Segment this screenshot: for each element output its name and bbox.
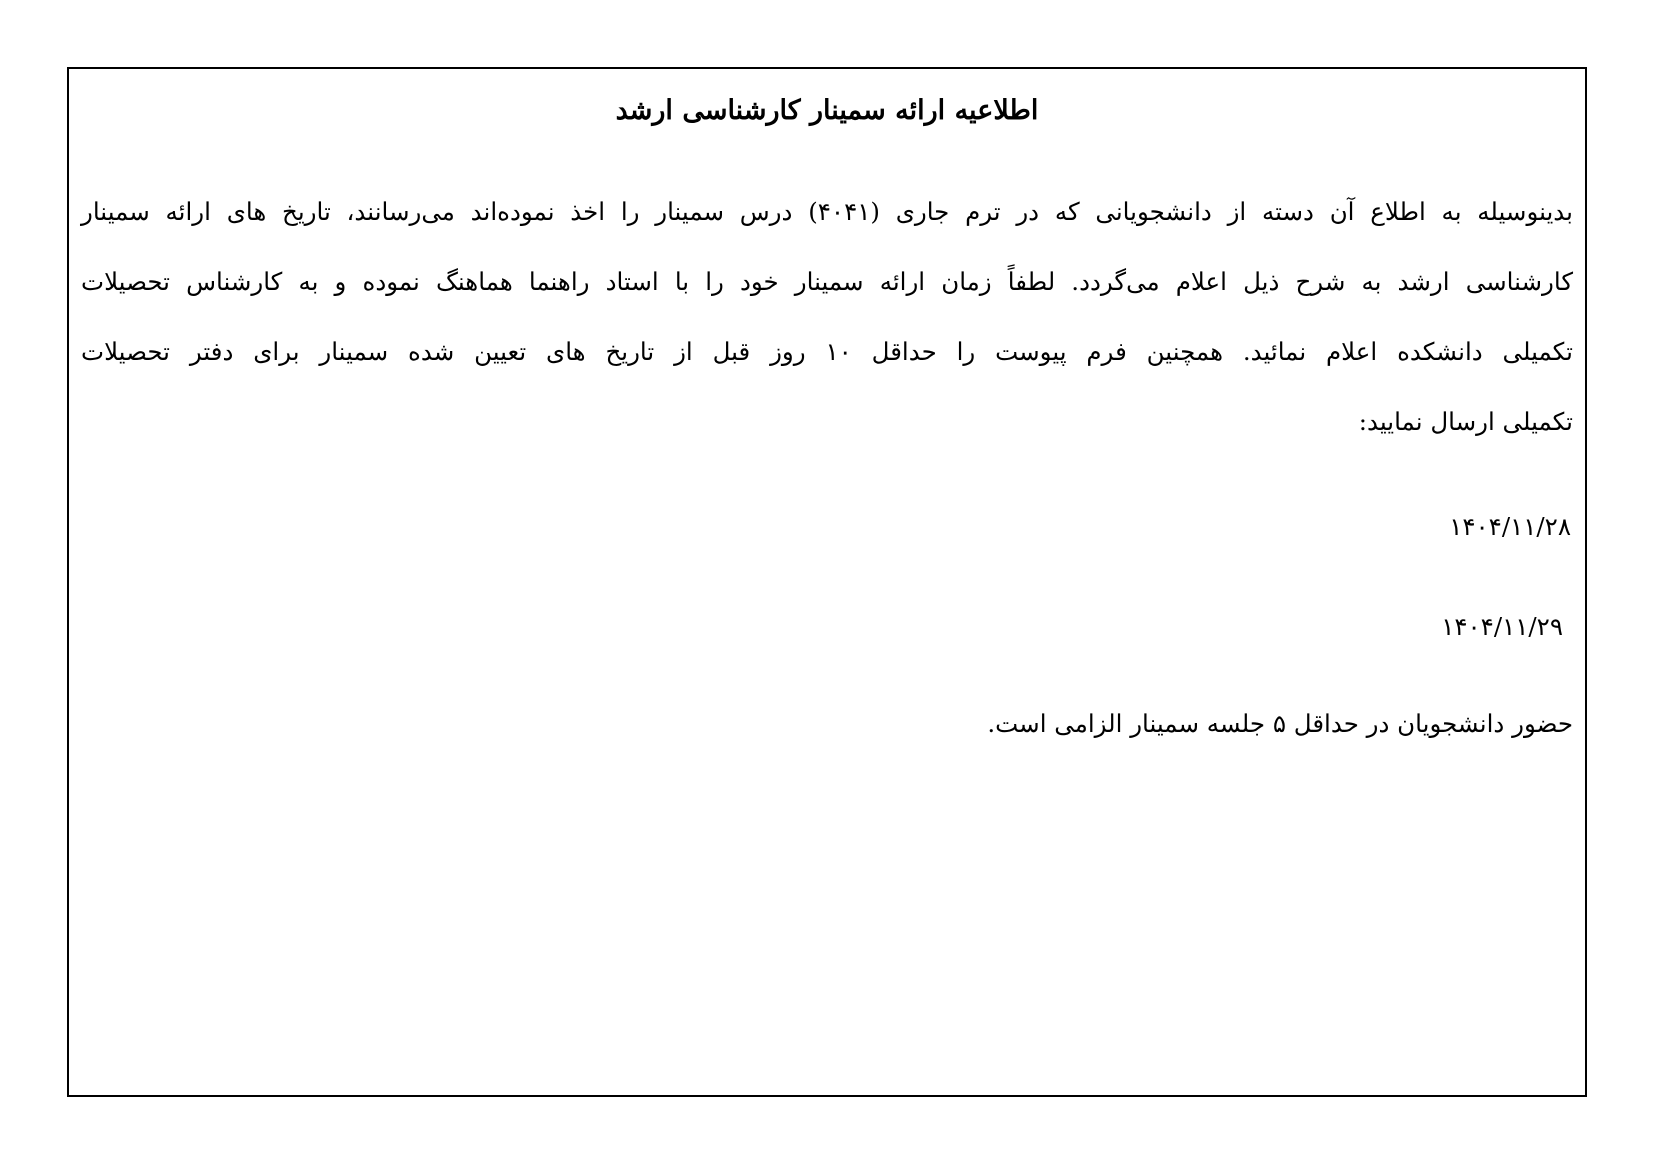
notice-frame <box>67 67 1587 1097</box>
seminar-date: ۱۴۰۴/۱۱/۲۸ <box>1449 512 1571 541</box>
body-line: کارشناسی ارشد به شرح ذیل اعلام می‌گردد. لطفاً زمان ارائه سمینار خود را با استاد راهنما هماهنگ نموده و به کارشناس تحصیلات <box>81 267 1573 296</box>
body-line: تکمیلی ارسال نمایید: <box>1358 407 1573 436</box>
notice-title: اطلاعیه ارائه سمینار کارشناسی ارشد <box>615 95 1039 126</box>
notice-body <box>81 177 1573 457</box>
body-line: تکمیلی دانشکده اعلام نمائید. همچنین فرم پیوست را حداقل ۱۰ روز قبل از تاریخ های تعیین شده سمینار برای دفتر تحصیلات <box>81 337 1573 366</box>
seminar-date: ۱۴۰۴/۱۱/۲۹ <box>1441 612 1563 641</box>
body-line: بدینوسیله به اطلاع آن دسته از دانشجویانی که در ترم جاری (۴۰۴۱) درس سمینار را اخذ نموده‌اند می‌رسانند، تاریخ های ارائه سمینار <box>81 197 1573 226</box>
attendance-note: حضور دانشجویان در حداقل ۵ جلسه سمینار الزامی است. <box>987 709 1573 738</box>
